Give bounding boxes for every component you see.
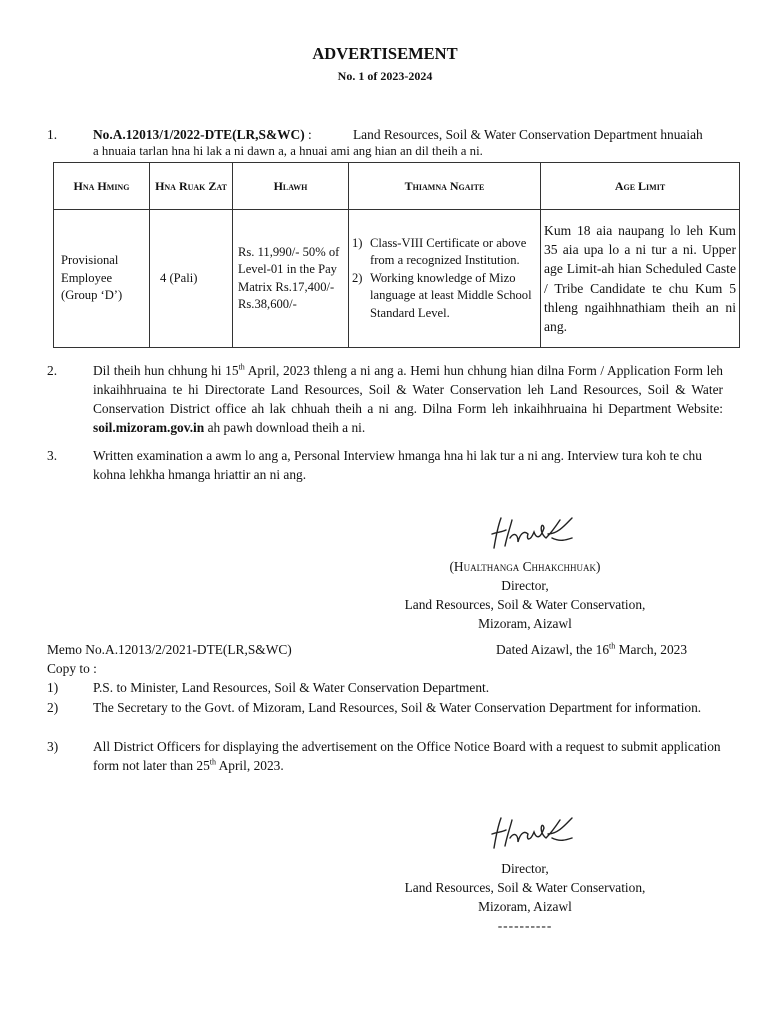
- copy-to-label: Copy to :: [47, 661, 97, 676]
- header-qualification: Thiamna Ngaite: [349, 163, 541, 210]
- copy-2-text: The Secretary to the Govt. of Mizoram, Land Resources, Soil & Water Conservation Department for information.: [93, 700, 702, 715]
- qualification-cell: [349, 210, 541, 348]
- end-marker: ----------: [497, 918, 553, 933]
- list-item: [352, 270, 537, 323]
- signatory-name: [370, 557, 680, 576]
- signatory-place: Mizoram, Aizawl: [478, 616, 572, 631]
- item-2-text-a: Dil theih hun chhung hi 15: [93, 363, 239, 378]
- table-header-row: [54, 163, 740, 210]
- header-vacancy: Hna Ruak Zat: [150, 163, 233, 210]
- age-limit-cell: Kum 18 aia naupang lo leh Kum 35 aia upa lo a ni tur a ni. Upper age Limit-ah hian Scheduled Caste / Tribe Candidate te chu Kum 5 thleng ngaihhnathiam theih an ni ang.: [541, 210, 740, 348]
- item-3-text: Written examination a awm lo ang a, Personal Interview hmanga hna hi lak tur a ni ang. Interview tura koh te chu kohna lehkha hmanga hriattir an ni ang.: [93, 448, 702, 482]
- header-post-name: Hna Hming: [54, 163, 150, 210]
- website-link[interactable]: soil.mizoram.gov.in: [93, 420, 205, 435]
- copy-3-text-a: All District Officers for displaying the advertisement on the Office Notice Board with a request to submit application form not later than 25: [93, 739, 721, 773]
- copy-3-text: [93, 737, 725, 775]
- list-item-text: Working knowledge of Mizo language at least Middle School Standard Level.: [370, 270, 532, 320]
- director-signature-2: [488, 812, 578, 852]
- vacancy-cell: 4 (Pali): [150, 210, 233, 348]
- list-item-number: 2): [352, 270, 363, 285]
- item-2-sup: th: [238, 362, 245, 372]
- pay-cell: Rs. 11,990/- 50% of Level-01 in the Pay Matrix Rs.17,400/- Rs.38,600/-: [233, 210, 349, 348]
- item-2-text: [93, 361, 723, 437]
- page-title: ADVERTISEMENT: [312, 44, 458, 63]
- copy-1-number: 1): [47, 680, 59, 695]
- memo-date-a: Dated Aizawl, the 16: [496, 642, 610, 657]
- memo-date-b: March, 2023: [615, 642, 688, 657]
- director-signature: [488, 512, 578, 552]
- item-1-text-1: Land Resources, Soil & Water Conservation Department hnuaiah: [353, 127, 703, 142]
- copy-3-text-b: April, 2023.: [216, 758, 284, 773]
- item-2-text-c: ah pawh download theih a ni.: [204, 420, 366, 435]
- item-3-number: 3.: [47, 448, 58, 463]
- header-age-limit: Age Limit: [541, 163, 740, 210]
- copy-2-number: 2): [47, 700, 59, 715]
- signatory-department: Land Resources, Soil & Water Conservation,: [404, 597, 646, 612]
- copy-3-sup: th: [209, 757, 216, 767]
- copy-1-text: P.S. to Minister, Land Resources, Soil & Water Conservation Department.: [93, 680, 490, 695]
- advertisement-number: No. 1 of 2023-2024: [337, 69, 433, 83]
- qualification-list: [352, 235, 537, 323]
- signatory-2-place: Mizoram, Aizawl: [478, 899, 572, 914]
- item-1-reference: No.A.12013/1/2022-DTE(LR,S&WC): [93, 127, 305, 142]
- memo-date-sup: th: [609, 641, 616, 651]
- list-item: [352, 235, 537, 270]
- memo-date: [496, 640, 687, 659]
- signatory-name-text: (Hualthanga Chhakchhuak): [449, 559, 601, 574]
- item-1-number: 1.: [47, 127, 58, 142]
- post-name-cell: Provisional Employee (Group ‘D’): [54, 210, 150, 348]
- item-1-text-2: a hnuaia tarlan hna hi lak a ni dawn a, a hnuai ami ang hian an dil theih a ni.: [93, 144, 483, 158]
- list-item-text: Class-VIII Certificate or above from a recognized Institution.: [370, 235, 527, 268]
- item-2-number: 2.: [47, 363, 58, 378]
- vacancy-table: [53, 162, 740, 348]
- signatory-designation: Director,: [501, 578, 549, 593]
- item-1-separator: :: [304, 127, 312, 142]
- signatory-2-department: Land Resources, Soil & Water Conservation,: [404, 880, 646, 895]
- memo-reference: Memo No.A.12013/2/2021-DTE(LR,S&WC): [47, 642, 292, 657]
- signatory-2-designation: Director,: [501, 861, 549, 876]
- copy-3-number: 3): [47, 739, 59, 754]
- item-2-text-b: April, 2023 thleng a ni ang a. Hemi hun chhung hian dilna Form / Application Form leh inkaihhruaina te hi Directorate Land Resources, Soil & Water Conservation leh Land Resources, Soil & Water Conservation District office ah lak chhuah theih a ni ang. Dilna Form leh inkaihhruaina hi Department Website:: [93, 363, 724, 416]
- table-row: [54, 210, 740, 348]
- list-item-number: 1): [352, 235, 363, 250]
- header-pay: Hlawh: [233, 163, 349, 210]
